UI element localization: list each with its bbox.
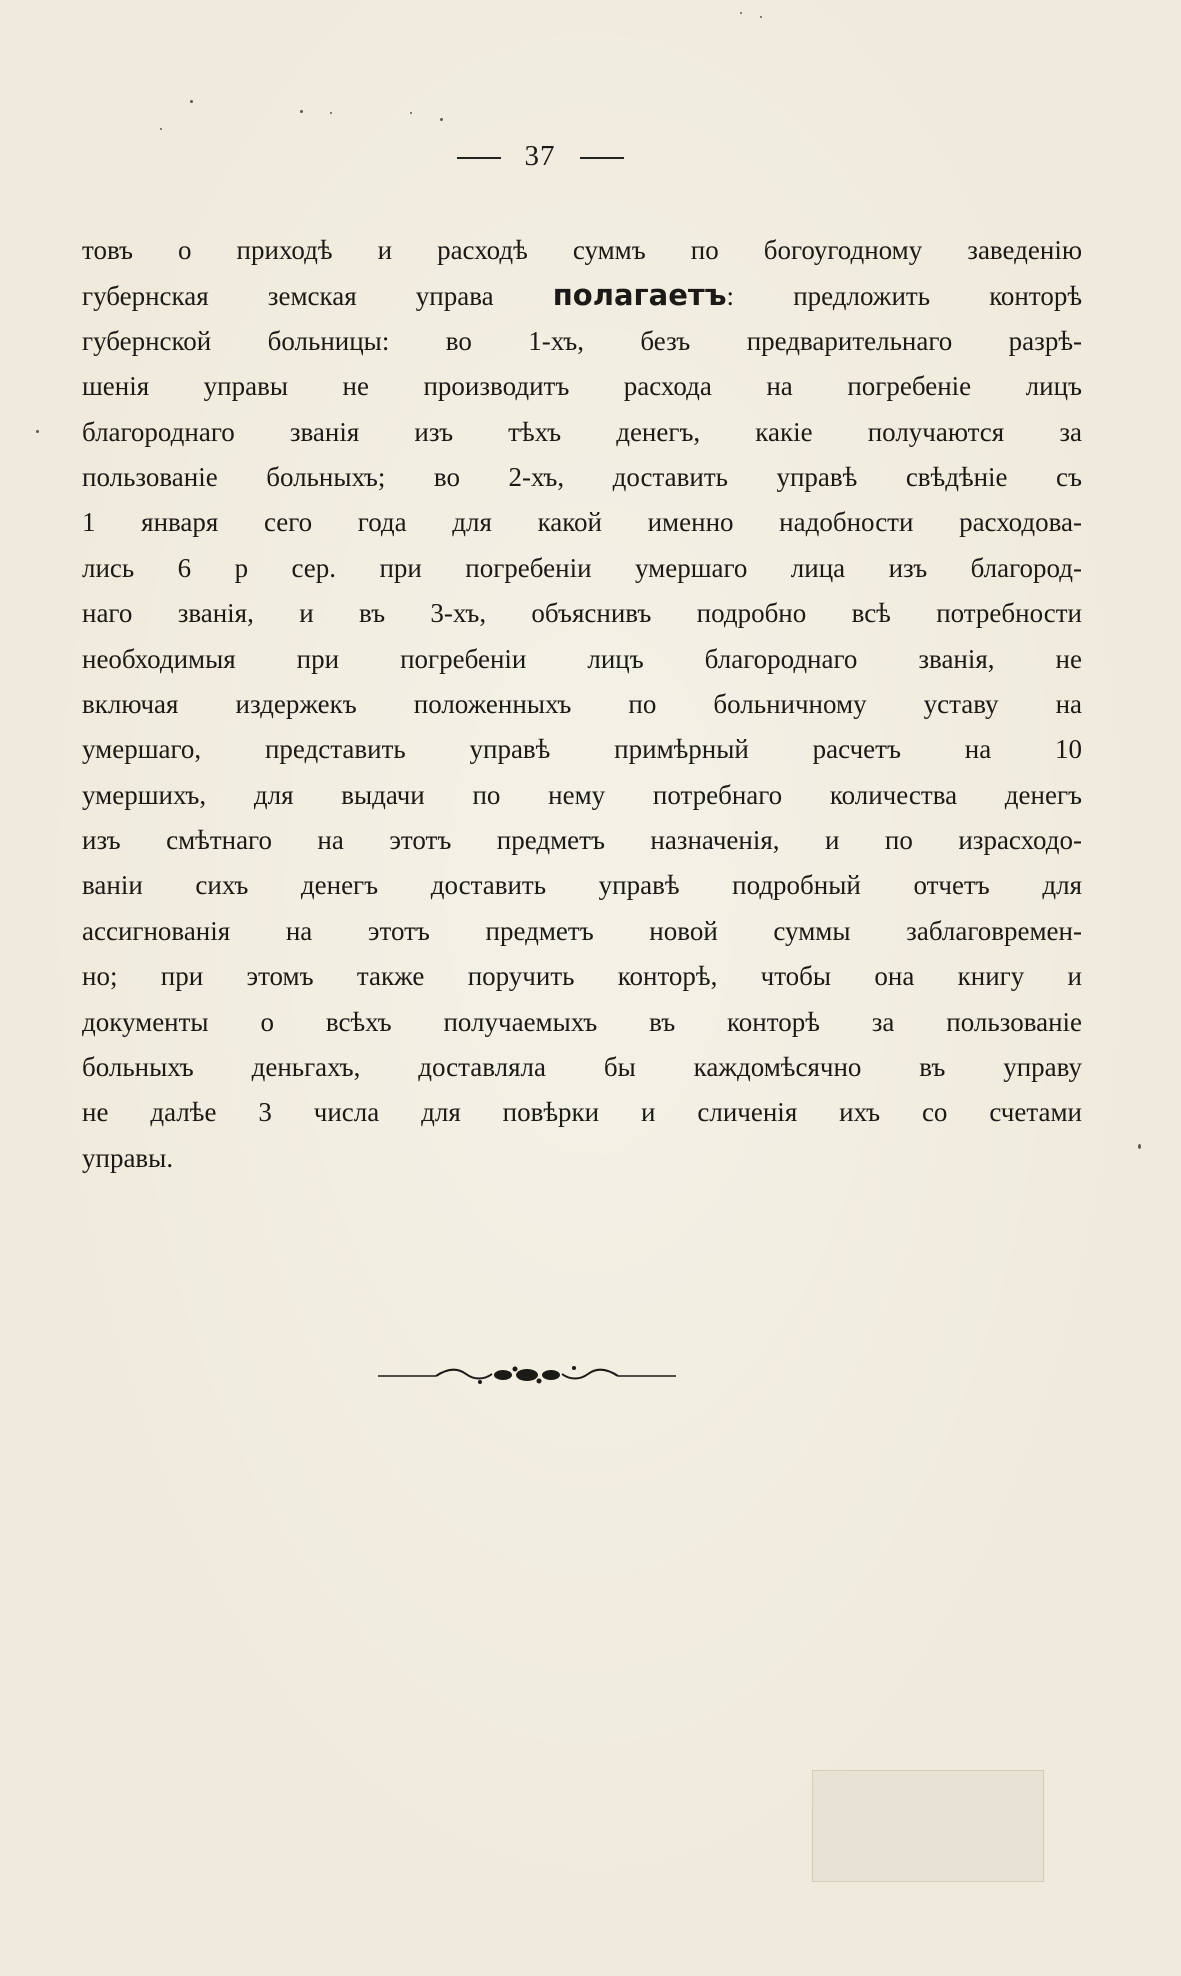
text-segment: ваніи сихъ денегъ доставить управѣ подробный отчетъ для bbox=[82, 870, 1082, 901]
text-segment: товъ о приходѣ и расходѣ суммъ по богоугодному заведенію bbox=[82, 235, 1082, 265]
text-segment: не далѣе 3 числа для повѣрки и сличенія ихъ со счетами bbox=[82, 1097, 1082, 1128]
text-segment: изъ смѣтнаго на этотъ предметъ назначенія, и по израсходо- bbox=[82, 825, 1082, 856]
ink-speck bbox=[440, 118, 443, 121]
text-segment: 1 января сего года для какой именно надобности расходова- bbox=[82, 507, 1082, 538]
text-segment: благороднаго званія изъ тѣхъ денегъ, какіе получаются за bbox=[82, 416, 1082, 447]
text-line bbox=[82, 773, 1082, 818]
text-segment: шенія управы не производитъ расхода на погребеніе лицъ bbox=[82, 371, 1082, 402]
text-line bbox=[82, 546, 1082, 591]
text-segment: губернской больницы: во 1-хъ, безъ предварительнаго разрѣ- bbox=[82, 325, 1082, 356]
text-line bbox=[82, 954, 1082, 999]
page-number bbox=[0, 140, 1080, 173]
page-number-dash-left bbox=[457, 157, 501, 159]
text-segment: включая издержекъ положенныхъ по больничному уставу на bbox=[82, 688, 1082, 719]
text-line bbox=[82, 273, 1082, 318]
text-segment: лись 6 р сер. при погребеніи умершаго лица изъ благород- bbox=[82, 552, 1082, 583]
text-line bbox=[82, 410, 1082, 455]
faint-library-stamp bbox=[812, 1770, 1044, 1882]
body-text bbox=[82, 228, 1082, 1181]
text-segment: документы о всѣхъ получаемыхъ въ конторѣ за пользованіе bbox=[82, 1006, 1082, 1037]
text-segment: пользованіе больныхъ; во 2-хъ, доставить управѣ свѣдѣніе съ bbox=[82, 461, 1082, 492]
text-line bbox=[82, 1136, 1082, 1181]
ink-speck bbox=[410, 112, 412, 114]
text-line bbox=[82, 682, 1082, 727]
page-number-value: 37 bbox=[524, 140, 556, 172]
text-line bbox=[82, 364, 1082, 409]
ink-speck bbox=[300, 110, 303, 113]
emphasized-word: полагаетъ bbox=[552, 278, 727, 313]
text-line bbox=[82, 228, 1082, 273]
text-segment: необходимыя при погребеніи лицъ благороднаго званія, не bbox=[82, 643, 1082, 674]
text-segment: умершихъ, для выдачи по нему потребнаго количества денегъ bbox=[82, 779, 1082, 810]
text-line bbox=[82, 500, 1082, 545]
text-line bbox=[82, 909, 1082, 954]
text-line bbox=[82, 863, 1082, 908]
ink-speck bbox=[330, 112, 332, 114]
text-line bbox=[82, 637, 1082, 682]
text-line bbox=[82, 455, 1082, 500]
text-line bbox=[82, 1045, 1082, 1090]
text-line bbox=[82, 818, 1082, 863]
ink-speck bbox=[190, 100, 193, 103]
text-line bbox=[82, 1090, 1082, 1135]
text-segment: губернская земская управа bbox=[82, 281, 553, 312]
ornamental-divider-icon bbox=[378, 1362, 676, 1386]
page-number-dash-right bbox=[580, 157, 624, 159]
text-line bbox=[82, 319, 1082, 364]
text-segment: больныхъ деньгахъ, доставляла бы каждомѣсячно въ управу bbox=[82, 1052, 1082, 1083]
text-line bbox=[82, 591, 1082, 636]
ink-speck bbox=[760, 16, 762, 18]
ink-speck bbox=[36, 430, 39, 433]
text-segment: умершаго, представить управѣ примѣрный расчетъ на 10 bbox=[82, 734, 1082, 765]
text-segment: ассигнованія на этотъ предметъ новой суммы заблаговремен- bbox=[82, 915, 1082, 946]
text-segment: но; при этомъ также поручить конторѣ, чтобы она книгу и bbox=[82, 961, 1082, 992]
ink-speck bbox=[160, 128, 162, 130]
text-line bbox=[82, 727, 1082, 772]
text-segment: наго званія, и въ 3-хъ, объяснивъ подробно всѣ потребности bbox=[82, 598, 1082, 629]
text-line bbox=[82, 1000, 1082, 1045]
ink-speck bbox=[740, 12, 742, 14]
text-segment: управы. bbox=[82, 1142, 174, 1173]
text-segment: : предложить конторѣ bbox=[726, 281, 1082, 312]
ink-speck bbox=[1138, 1144, 1141, 1149]
